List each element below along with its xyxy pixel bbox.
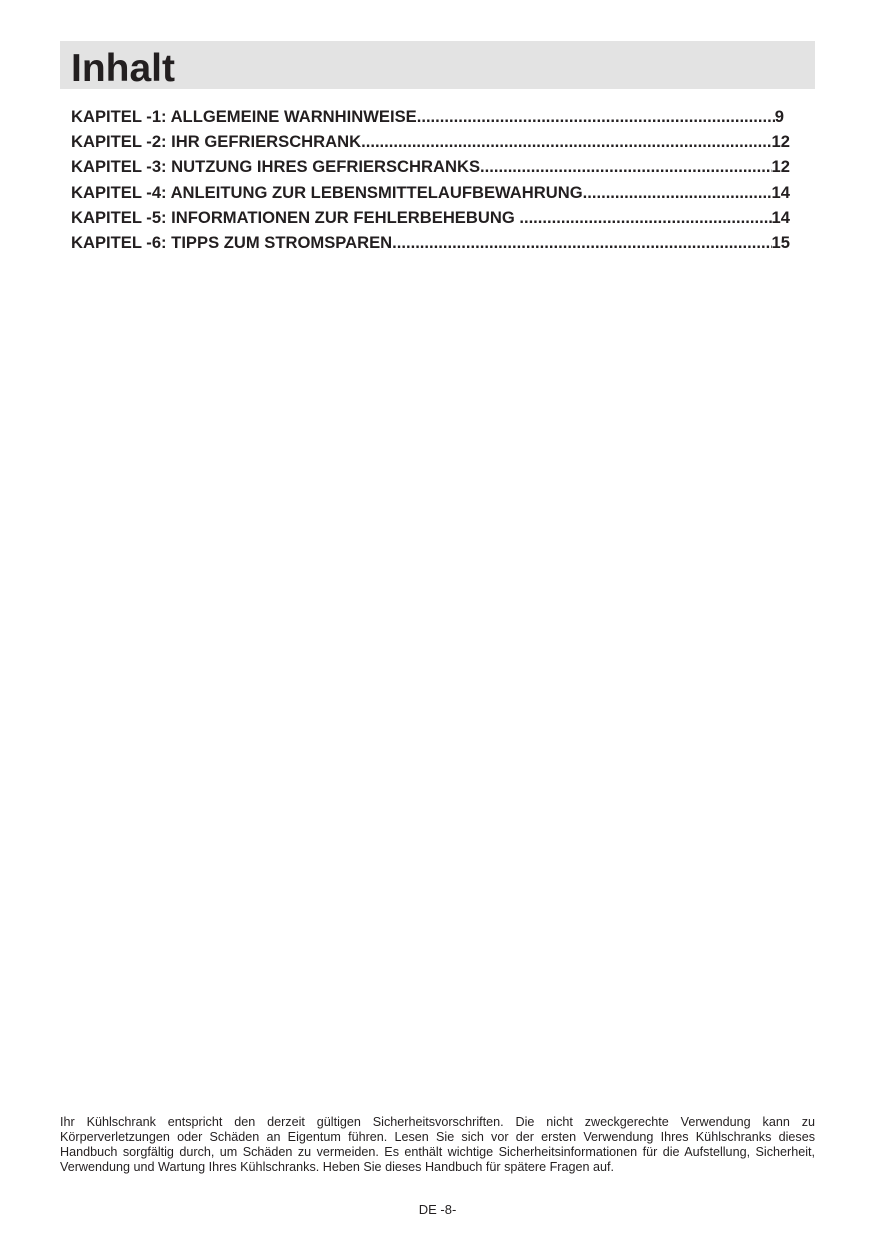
toc-entry-chapter-5[interactable] xyxy=(71,208,790,233)
toc-entry-chapter-6[interactable] xyxy=(71,233,790,258)
toc-dot-leader xyxy=(417,107,775,127)
toc-entry-chapter-3[interactable] xyxy=(71,157,790,182)
toc-entry-label: KAPITEL -4: ANLEITUNG ZUR LEBENSMITTELAUFBEWAHRUNG xyxy=(71,182,583,202)
title-bar xyxy=(60,41,815,89)
toc-dot-leader xyxy=(361,132,771,152)
toc-entry-label: KAPITEL -2: IHR GEFRIERSCHRANK xyxy=(71,132,362,152)
safety-notice: Ihr Kühlschrank entspricht den derzeit gültigen Sicherheitsvorschriften. Die nicht zweckgerechte Verwendung kann zu Körperverletzungen oder Schäden an Eigentum führen. Lesen Sie sich vor der ersten Verwendung Ihres Kühlschranks dieses Handbuch sorgfältig durch, um Schäden zu vermeiden. Es enthält wichtige Sicherheitsinformationen für die Aufstellung, Sicherheit, Verwendung und Wartung Ihres Kühlschranks. Heben Sie dieses Handbuch für spätere Fragen auf. xyxy=(60,1115,815,1174)
toc-entry-page: 15 xyxy=(771,232,790,252)
toc-entry-page: 12 xyxy=(771,132,790,152)
toc-entry-label: KAPITEL -3: NUTZUNG IHRES GEFRIERSCHRANKS xyxy=(71,157,481,177)
toc-entry-chapter-2[interactable] xyxy=(71,132,790,157)
toc-entry-label: KAPITEL -6: TIPPS ZUM STROMSPAREN xyxy=(71,232,393,252)
toc-entry-page: 9 xyxy=(774,107,784,126)
toc-entry-label: KAPITEL -5: INFORMATIONEN ZUR FEHLERBEHEBUNG xyxy=(71,207,520,227)
table-of-contents xyxy=(71,107,790,258)
toc-dot-leader xyxy=(392,233,771,253)
toc-entry-page: 12 xyxy=(771,157,790,177)
toc-entry-page: 14 xyxy=(771,182,790,202)
toc-entry-chapter-4[interactable] xyxy=(71,183,790,208)
toc-entry-page: 14 xyxy=(771,207,790,227)
page-number: DE -8- xyxy=(418,1202,457,1217)
toc-dot-leader xyxy=(480,157,772,177)
toc-dot-leader xyxy=(519,208,771,228)
toc-dot-leader xyxy=(583,183,772,203)
toc-entry-label: KAPITEL -1: ALLGEMEINE WARNHINWEISE xyxy=(71,107,417,126)
page-title: Inhalt xyxy=(71,47,175,90)
toc-entry-chapter-1[interactable] xyxy=(71,107,790,132)
